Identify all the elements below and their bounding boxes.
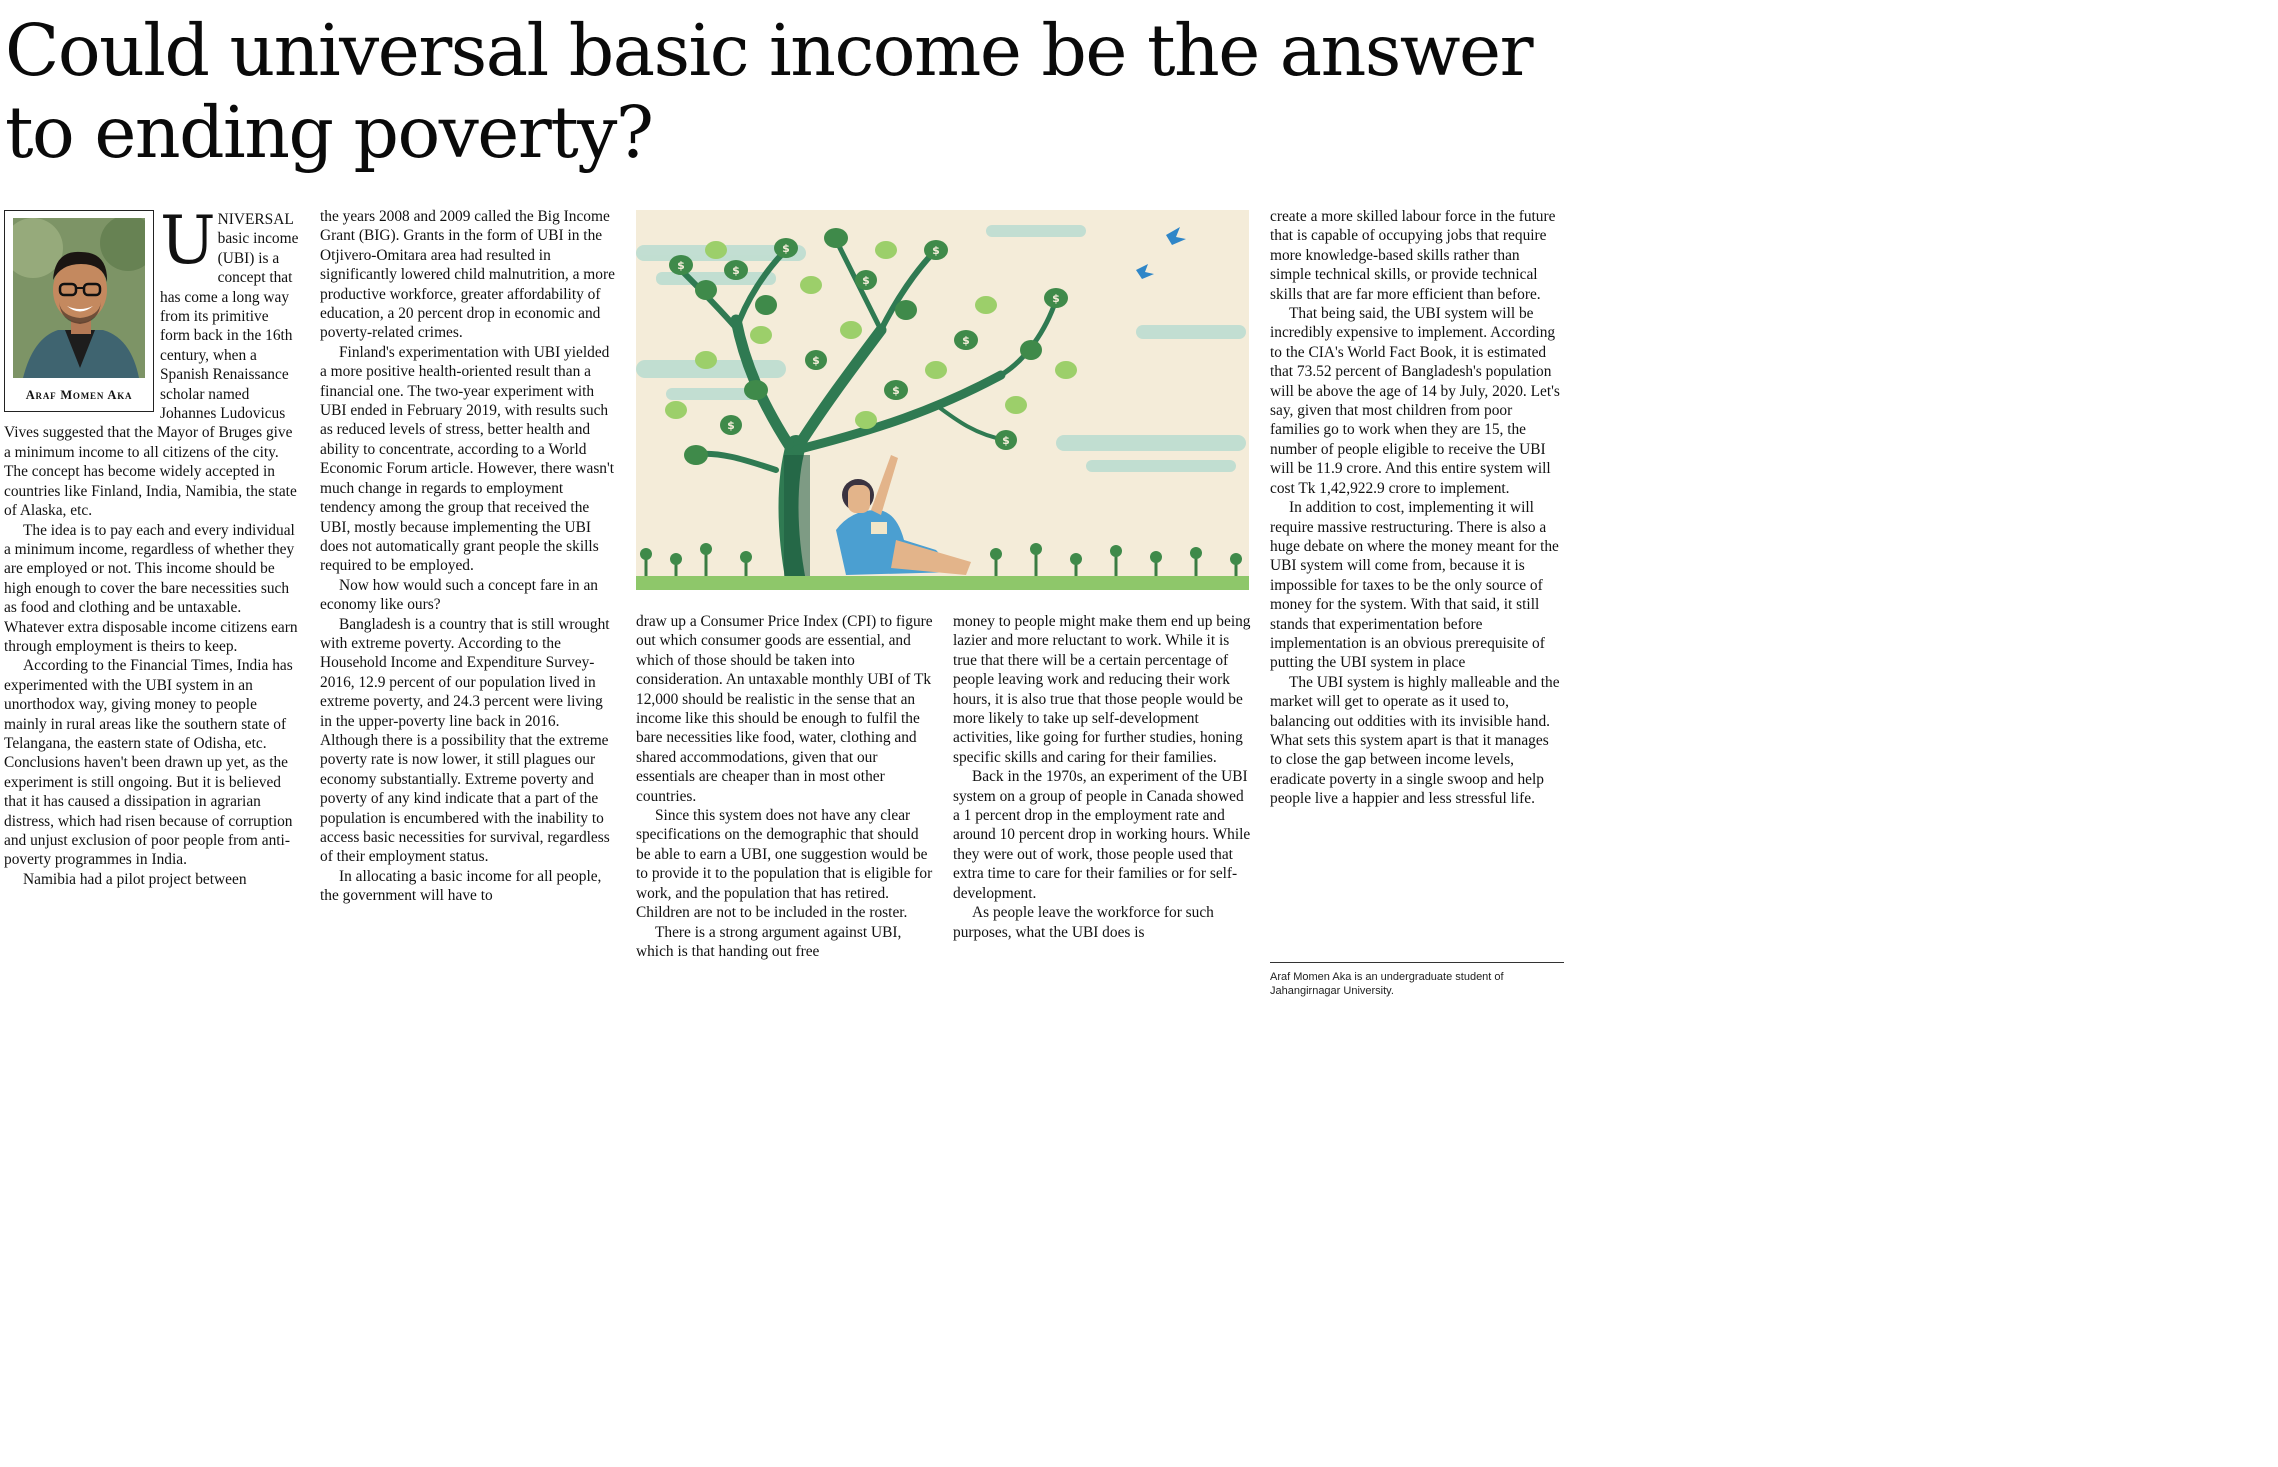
paragraph: According to the Financial Times, India has experimented with the UBI system in an unorthodox way, giving money to people mainly in rural areas like the southern state of Telangana, the eastern state of Odisha, etc. Conclusions haven't been drawn up yet, as the experiment is still ongoing. But it is believed that it has caused a dissipation in agrarian distress, which had risen because of corruption and unjust exclusion of poor people from anti-poverty programmes in India. [4,657,293,869]
article-column-3 [636,612,934,961]
author-photo [4,210,154,412]
author-bio: Araf Momen Aka is an undergraduate student of Jahangirnagar University. [1270,971,1504,997]
svg-text:$: $ [727,419,735,432]
svg-text:$: $ [1002,434,1010,447]
paragraph: In allocating a basic income for all people, the government will have to [320,867,602,905]
svg-text:$: $ [862,274,870,287]
article-column-5 [1270,207,1564,809]
svg-text:$: $ [677,259,685,272]
paragraph: money to people might make them end up being lazier and more reluctant to work. While it is true that there will be a certain percentage of people leaving work and reducing their work hours, it is also true that those people would be more likely to take up self-development activities, like going for further studies, honing specific skills and caring for their families. [953,613,1251,766]
paragraph: Now how would such a concept fare in an economy like ours? [320,576,598,614]
svg-text:$: $ [1052,292,1060,305]
svg-text:$: $ [732,264,740,277]
svg-text:$: $ [932,244,940,257]
paragraph: draw up a Consumer Price Index (CPI) to figure out which consumer goods are essential, and which of those should be taken into consideration. An untaxable monthly UBI of Tk 12,000 should be realistic in the sense that an income like this should be enough to fulfil the bare necessities like food, water, clothing and shared accommodations, given that our essentials are cheaper than in most other countries. [636,613,933,805]
paragraph: The UBI system is highly malleable and the market will get to operate as it used to, balancing out oddities with its invisible hand. What sets this system apart is that it manages to close the gap between income levels, eradicate poverty in a single swoop and help people live a happier and less stressful life. [1270,673,1560,808]
paragraph: Back in the 1970s, an experiment of the UBI system on a group of people in Canada showed a 1 percent drop in the employment rate and around 10 percent drop in working hours. While they were out of work, those people used that extra time to care for their families or for self-development. [953,768,1251,902]
paragraph: In addition to cost, implementing it will require massive restructuring. There is also a huge debate on where the money meant for the UBI system will come from, because it is impossible for taxes to be the only source of money for the system. With that said, it still stands that experimentation before implementation is an obvious prerequisite of putting the UBI system in place [1270,499,1559,672]
money-tree-svg [636,210,1249,590]
paragraph: Namibia had a pilot project between [23,870,247,888]
paragraph: That being said, the UBI system will be incredibly expensive to implement. According to the CIA's World Fact Book, it is estimated that 73.52 percent of Bangladesh's population will be above the age of 14 by July, 2020. Let's say, given that most children from poor families go to work when they are 15, the number of people eligible to receive the UBI will be 11.9 crore. And this entire system will cost Tk 1,42,922.9 crore to implement. [1270,305,1560,497]
svg-text:$: $ [892,384,900,397]
svg-text:$: $ [962,334,970,347]
paragraph: There is a strong argument against UBI, which is that handing out free [636,923,902,960]
headline: Could universal basic income be the answer to ending poverty? [5,9,1533,174]
article-column-2 [320,207,616,906]
paragraph: Since this system does not have any clear specifications on the demographic that should be able to earn a UBI, one suggestion would be to provide it to the population that is eligible for work, and the population that has retired. Children are not to be included in the roster. [636,807,933,922]
money-tree-illustration [636,210,1249,590]
paragraph: As people leave the workforce for such purposes, what the UBI does is [953,904,1214,941]
paragraph: create a more skilled labour force in the future that is capable of occupying jobs that require more knowledge-based skills rather than simple technical skills, or provide technical skills that are far more efficient than before. [1270,208,1556,303]
paragraph: Finland's experimentation with UBI yielded a more positive health-oriented result than a financial one. The two-year experiment with UBI ended in February 2019, with results such as reduced levels of stress, better health and ability to concentrate, according to a World Economic Forum article. However, there wasn't much change in regards to employment tendency among the group that received the UBI, mostly because implementing the UBI does not automatically grant people the skills required to be employed. [320,343,615,575]
paragraph: the years 2008 and 2009 called the Big Income Grant (BIG). Grants in the form of UBI in the Otjivero-Omitara area had resulted in significantly lowered child malnutrition, a more productive workforce, greater affordability of education, a 20 percent drop in economic and poverty-related crimes. [320,208,615,342]
svg-text:$: $ [812,354,820,367]
paragraph: The idea is to pay each and every individual a minimum income, regardless of whether they are employed or not. This income should be high enough to cover the bare necessities such as food and clothing and be untaxable. Whatever extra disposable income citizens earn through employment is theirs to keep. [4,521,298,655]
article-column-4 [953,612,1251,942]
author-portrait-image [13,218,145,378]
author-photo-caption: Araf Momen Aka [25,388,133,402]
ground [636,576,1249,590]
drop-cap: U [160,202,216,279]
svg-text:$: $ [782,242,790,255]
paragraph: Bangladesh is a country that is still wrought with extreme poverty. According to the Household Income and Expenditure Survey- 2016, 12.9 percent of our population lived in extreme poverty, and 24.3 percent were living in the upper-poverty line back in 2016. Although there is a possibility that the extreme poverty rate is now lower, it still plagues our economy substantially. Extreme poverty and poverty of any kind indicate that a part of the population is encumbered with the inability to access basic necessities for survival, regardless of their employment status. [320,615,610,866]
article-column-1 [4,202,300,889]
byline-divider [1270,962,1564,963]
paragraph: NIVERSAL basic income (UBI) is a concept that has come a long way from its primitive form back in the 16th century, when a Spanish Renaissance scholar named Johannes Ludovicus Vives suggested that the Mayor of Bruges give a minimum income to all citizens of the city. The concept has become widely accepted in countries like Finland, India, Namibia, the state of Alaska, etc. [4,211,299,520]
